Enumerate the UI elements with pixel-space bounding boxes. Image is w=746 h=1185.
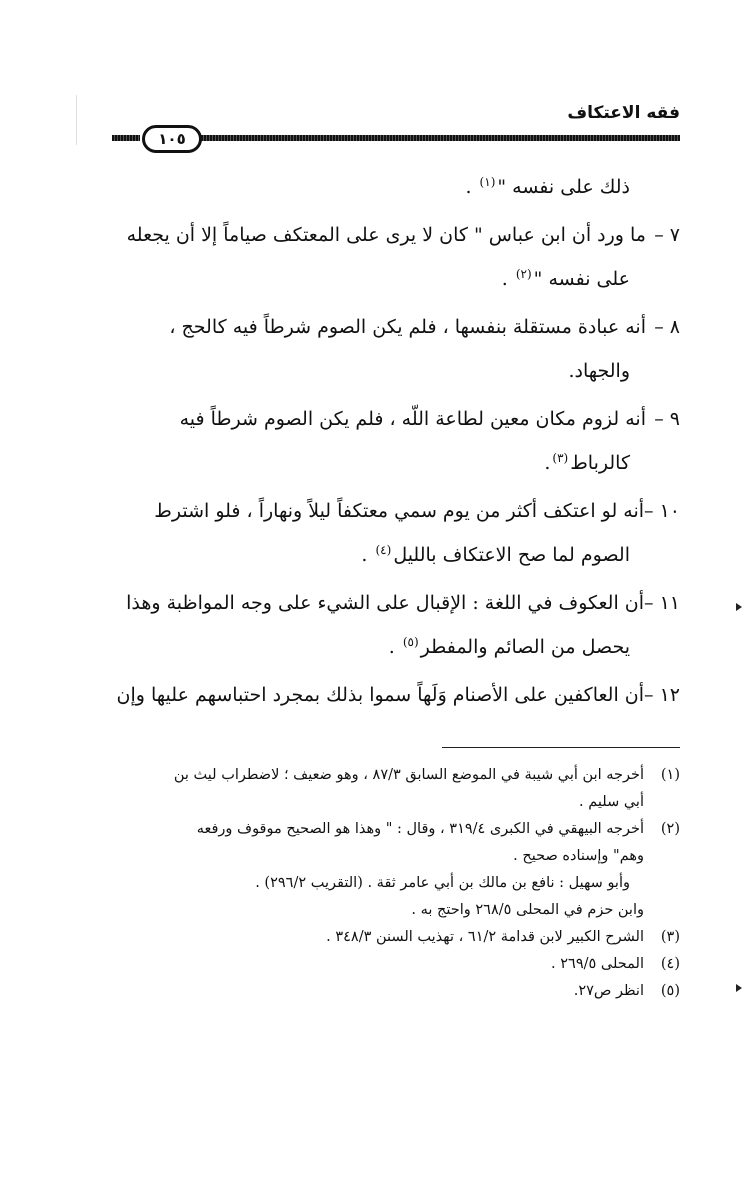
- footnote-number: (٣): [660, 929, 680, 945]
- gutter-line: [76, 95, 77, 145]
- page-header: [112, 102, 680, 160]
- item-number: ٧ –: [654, 224, 680, 246]
- item-number: ١٠ –: [644, 500, 680, 522]
- footnote-number: (٢): [660, 821, 680, 837]
- footnote-5: (٥)انظر ص٢٧.: [66, 978, 680, 1005]
- paragraph-10: ١٠ –أنه لو اعتكف أكثر من يوم سمي معتكفاً ليلاً ونهاراً ، فلو اشترط الصوم لما صح الاعتكاف بالليل$^{(٤)}$ .: [66, 489, 680, 577]
- footnote-ref: (٢): [515, 266, 532, 281]
- item-number: ٨ –: [654, 316, 680, 338]
- footnote-number: (٥): [660, 983, 680, 999]
- footnote-separator: [442, 747, 680, 748]
- page-number: ١٠٥: [142, 125, 202, 153]
- footnote-2: (٢)أخرجه البيهقي في الكبرى ٣١٩/٤ ، وقال : " وهذا هو الصحيح موقوف ورفعه وهم" وإسناده صحيح . وأبو سهيل : نافع بن مالك بن أبي عامر ثقة . (التقريب ٢٩٦/٢) . وابن حزم في المحلى ٢٦٨/٥ واحتج به .: [66, 816, 680, 924]
- header-rule: [112, 130, 680, 148]
- running-title: فقه الاعتكاف: [567, 103, 680, 123]
- footnotes: [66, 762, 680, 1005]
- paragraph-11: ١١ –أن العكوف في اللغة : الإقبال على الشيء على وجه المواظبة وهذا يحصل من الصائم والمفطر$^{(٥)}$ .: [66, 581, 680, 669]
- footnote-ref: (١): [479, 174, 496, 189]
- rule-left: [112, 135, 140, 141]
- margin-mark: [736, 603, 742, 611]
- footnote-3: (٣)الشرح الكبير لابن قدامة ٦١/٢ ، تهذيب السنن ٣٤٨/٣ .: [66, 924, 680, 951]
- item-number: ١٢ –: [644, 684, 680, 706]
- footnote-number: (١): [660, 767, 680, 783]
- paragraph-8: ٨ –أنه عبادة مستقلة بنفسها ، فلم يكن الصوم شرطاً فيه كالحج ، والجهاد.: [66, 305, 680, 393]
- paragraph-7: ٧ –ما ورد أن ابن عباس " كان لا يرى على المعتكف صياماً إلا أن يجعله على نفسه "$^{(٢)}$ .: [66, 213, 680, 301]
- footnote-ref: (٥): [402, 634, 419, 649]
- paragraph-12: ١٢ –أن العاكفين على الأصنام وَلَهاً سموا بذلك بمجرد احتباسهم عليها وإن: [66, 673, 680, 717]
- item-number: ١١ –: [644, 592, 680, 614]
- footnote-ref: (٣): [552, 450, 569, 465]
- footnote-number: (٤): [660, 956, 680, 972]
- rule-right: [198, 135, 680, 141]
- footnote-ref: (٤): [375, 542, 392, 557]
- main-text: [66, 165, 680, 721]
- paragraph-continuation: ذلك على نفسه "$^{(١)}$ .: [465, 174, 630, 198]
- footnote-4: (٤)المحلى ٢٦٩/٥ .: [66, 951, 680, 978]
- item-number: ٩ –: [654, 408, 680, 430]
- footnote-1: (١)أخرجه ابن أبي شيبة في الموضع السابق ٨٧/٣ ، وهو ضعيف ؛ لاضطراب ليث بن أبي سليم .: [66, 762, 680, 816]
- paragraph-9: ٩ –أنه لزوم مكان معين لطاعة اللّه ، فلم يكن الصوم شرطاً فيه كالرباط$^{(٣)}$.: [66, 397, 680, 485]
- margin-mark: [736, 984, 742, 992]
